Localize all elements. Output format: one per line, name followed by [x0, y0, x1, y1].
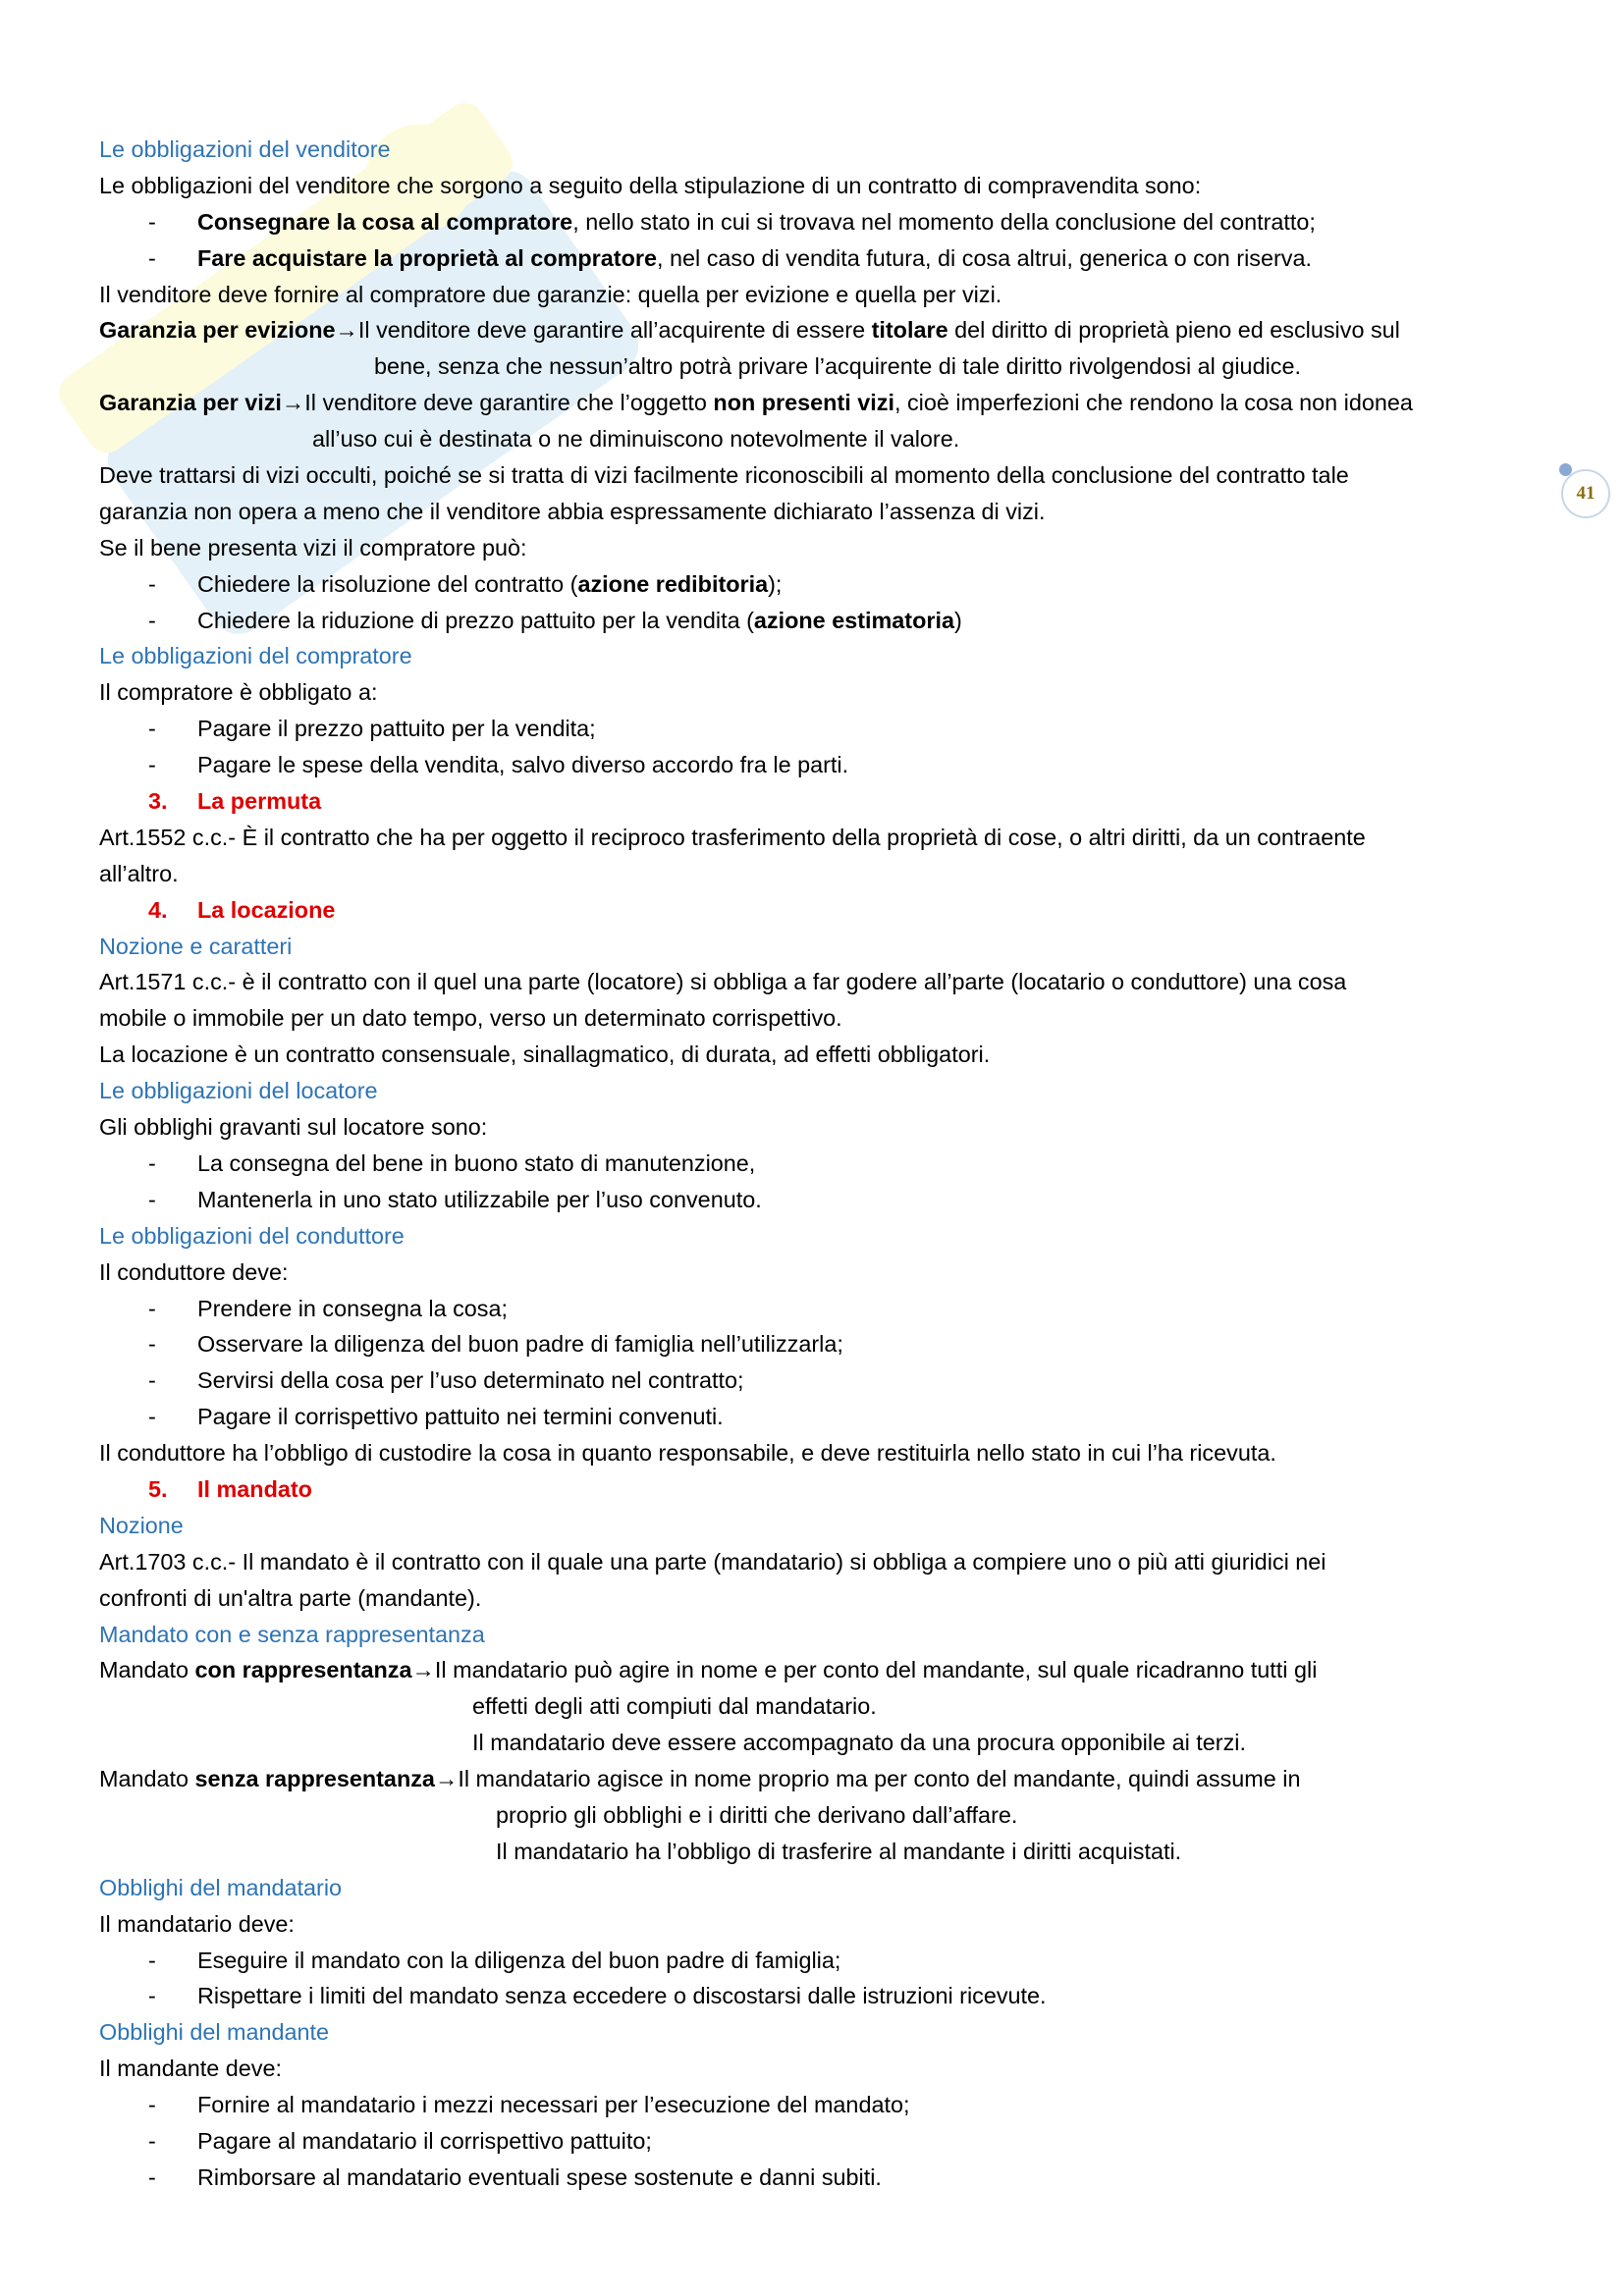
bullet-dash: - [148, 1404, 156, 1430]
bullet-dash: - [148, 1983, 156, 2009]
arrow-icon: → [281, 390, 305, 416]
bullet-dash: - [148, 1367, 156, 1394]
bullet-dash: - [148, 2092, 156, 2118]
text: Rispettare i limiti del mandato senza eccedere o discostarsi dalle istruzioni ricevute. [197, 1983, 1047, 2009]
paragraph: Il conduttore ha l’obbligo di custodire la cosa in quanto responsabile, e deve restituirla nello stato in cui l’ha ricevuta. [99, 1440, 1276, 1467]
bold-text: Consegnare la cosa al compratore [197, 208, 573, 235]
list-item [99, 603, 1533, 639]
paragraph: Art.1571 c.c.- è il contratto con il quel una parte (locatore) si obbliga a far godere all’parte (locatario o conduttore) una cosa [99, 969, 1347, 995]
document-body [99, 132, 1533, 2196]
paragraph: all’altro. [99, 860, 179, 886]
paragraph: Art.1552 c.c.- È il contratto che ha per oggetto il reciproco trasferimento della proprietà di cose, o altri diritti, da un contraente [99, 824, 1366, 850]
section-number: 4. [148, 896, 168, 923]
list-item [99, 1943, 1533, 1979]
bullet-dash: - [148, 2163, 156, 2190]
list-item [99, 204, 1533, 240]
text: Pagare il corrispettivo pattuito nei termini convenuti. [197, 1404, 724, 1430]
bold-text: titolare [871, 317, 948, 344]
bold-text: azione estimatoria [753, 607, 954, 633]
bold-text: non presenti vizi [713, 390, 894, 416]
arrow-icon: → [335, 317, 358, 344]
bullet-dash: - [148, 1186, 156, 1212]
page-badge-dot [1559, 463, 1572, 476]
bullet-dash: - [148, 716, 156, 742]
term: senza rappresentanza [194, 1766, 435, 1792]
bold-text: azione redibitoria [577, 570, 769, 597]
subheading: Obblighi del mandante [99, 2019, 330, 2046]
section-title: La permuta [197, 788, 322, 815]
definition-continuation: Il mandatario ha l’obbligo di trasferire al mandante i diritti acquistati. [496, 1838, 1182, 1864]
section-heading [99, 783, 1533, 820]
definition-continuation: proprio gli obblighi e i diritti che derivano dall’affare. [496, 1801, 1018, 1828]
text: Fornire al mandatario i mezzi necessari per l’esecuzione del mandato; [197, 2092, 910, 2118]
text: Mandato [99, 1657, 195, 1683]
text: La consegna del bene in buono stato di manutenzione, [197, 1149, 756, 1176]
bullet-dash: - [148, 752, 156, 778]
paragraph: La locazione è un contratto consensuale, sinallagmatico, di durata, ad effetti obbligatori. [99, 1041, 991, 1068]
list-item [99, 1978, 1533, 2014]
text: Il venditore deve garantire che l’oggetto [304, 390, 714, 416]
bullet-dash: - [148, 1149, 156, 1176]
term: con rappresentanza [194, 1657, 412, 1683]
bullet-dash: - [148, 244, 156, 271]
arrow-icon: → [411, 1657, 435, 1683]
definition-line [99, 1761, 1533, 1797]
paragraph: Deve trattarsi di vizi occulti, poiché se si tratta di vizi facilmente riconoscibili al momento della conclusione del contratto tale [99, 462, 1349, 489]
definition-continuation: all’uso cui è destinata o ne diminuiscono notevolmente il valore. [312, 426, 960, 453]
paragraph: garanzia non opera a meno che il venditore abbia espressamente dichiarato l’assenza di vizi. [99, 498, 1046, 524]
section-heading [99, 892, 1533, 929]
text: Pagare le spese della vendita, salvo diverso accordo fra le parti. [197, 752, 849, 778]
text: Rimborsare al mandatario eventuali spese sostenute e danni subiti. [197, 2163, 882, 2190]
text: Il venditore deve garantire all’acquirente di essere [357, 317, 872, 344]
list-item [99, 747, 1533, 783]
text: Il mandatario può agire in nome e per conto del mandante, sul quale ricadranno tutti gli [434, 1657, 1318, 1683]
subheading: Mandato con e senza rappresentanza [99, 1621, 485, 1647]
paragraph: Gli obblighi gravanti sul locatore sono: [99, 1114, 488, 1141]
subheading: Le obbligazioni del venditore [99, 136, 391, 162]
definition-line [99, 312, 1533, 348]
definition-line [99, 385, 1533, 421]
definition-continuation: effetti degli atti compiuti dal mandatario. [472, 1693, 877, 1720]
definition-continuation: bene, senza che nessun’altro potrà privare l’acquirente di tale diritto rivolgendosi al giudice. [374, 353, 1301, 380]
bold-text: Fare acquistare la proprietà al compratore [197, 244, 657, 271]
section-heading [99, 1471, 1533, 1508]
section-number: 5. [148, 1475, 168, 1502]
text: ) [954, 607, 962, 633]
list-item [99, 711, 1533, 747]
section-title: La locazione [197, 896, 336, 923]
page-number: 41 [1561, 469, 1610, 518]
list-item [99, 1146, 1533, 1182]
paragraph: mobile o immobile per un dato tempo, verso un determinato corrispettivo. [99, 1005, 842, 1032]
list-item [99, 240, 1533, 277]
paragraph: Il conduttore deve: [99, 1258, 289, 1285]
paragraph: Il mandatario deve: [99, 1910, 295, 1937]
term: Garanzia per evizione [99, 317, 336, 344]
text: Il mandatario agisce in nome proprio ma per conto del mandante, quindi assume in [458, 1766, 1301, 1792]
paragraph: Il mandante deve: [99, 2056, 282, 2082]
definition-line [99, 1652, 1533, 1688]
paragraph: Le obbligazioni del venditore che sorgono a seguito della stipulazione di un contratto di compravendita sono: [99, 172, 1202, 198]
text: , nel caso di vendita futura, di cosa altrui, generica o con riserva. [656, 244, 1312, 271]
paragraph: confronti di un'altra parte (mandante). [99, 1584, 482, 1611]
list-item [99, 1326, 1533, 1362]
bullet-dash: - [148, 1947, 156, 1973]
text: Servirsi della cosa per l’uso determinato nel contratto; [197, 1367, 744, 1394]
subheading: Nozione [99, 1512, 184, 1538]
paragraph: Se il bene presenta vizi il compratore può: [99, 534, 527, 561]
list-item [99, 1399, 1533, 1435]
text: Chiedere la riduzione di prezzo pattuito per la vendita ( [197, 607, 754, 633]
text: ); [768, 570, 783, 597]
definition-continuation: Il mandatario deve essere accompagnato da una procura opponibile ai terzi. [472, 1730, 1246, 1756]
bullet-dash: - [148, 1331, 156, 1358]
bullet-dash: - [148, 208, 156, 235]
text: Mantenerla in uno stato utilizzabile per l’uso convenuto. [197, 1186, 762, 1212]
bullet-dash: - [148, 607, 156, 633]
list-item [99, 566, 1533, 603]
text: , nello stato in cui si trovava nel momento della conclusione del contratto; [572, 208, 1316, 235]
section-number: 3. [148, 788, 168, 815]
list-item [99, 2160, 1533, 2196]
text: Eseguire il mandato con la diligenza del buon padre di famiglia; [197, 1947, 841, 1973]
list-item [99, 1291, 1533, 1327]
text: del diritto di proprietà pieno ed esclusivo sul [947, 317, 1400, 344]
bullet-dash: - [148, 1295, 156, 1321]
subheading: Le obbligazioni del locatore [99, 1078, 378, 1104]
paragraph: Il compratore è obbligato a: [99, 679, 378, 706]
arrow-icon: → [434, 1766, 459, 1792]
list-item [99, 2087, 1533, 2123]
paragraph: Art.1703 c.c.- Il mandato è il contratto con il quale una parte (mandatario) si obbliga a compiere uno o più atti giuridici nei [99, 1548, 1326, 1575]
text: Osservare la diligenza del buon padre di famiglia nell’utilizzarla; [197, 1331, 843, 1358]
text: Mandato [99, 1766, 195, 1792]
subheading: Obblighi del mandatario [99, 1874, 343, 1900]
bullet-dash: - [148, 2127, 156, 2154]
text: , cioè imperfezioni che rendono la cosa non idonea [893, 390, 1413, 416]
subheading: Le obbligazioni del conduttore [99, 1222, 405, 1249]
text: Prendere in consegna la cosa; [197, 1295, 508, 1321]
paragraph: Il venditore deve fornire al compratore due garanzie: quella per evizione e quella per vizi. [99, 281, 1002, 307]
subheading: Le obbligazioni del compratore [99, 643, 412, 669]
text: Pagare il prezzo pattuito per la vendita; [197, 716, 596, 742]
list-item [99, 1362, 1533, 1399]
term: Garanzia per vizi [99, 390, 282, 416]
text: Chiedere la risoluzione del contratto ( [197, 570, 578, 597]
list-item [99, 1182, 1533, 1218]
subheading: Nozione e caratteri [99, 933, 293, 959]
bullet-dash: - [148, 570, 156, 597]
section-title: Il mandato [197, 1475, 312, 1502]
text: Pagare al mandatario il corrispettivo pattuito; [197, 2127, 652, 2154]
list-item [99, 2123, 1533, 2160]
